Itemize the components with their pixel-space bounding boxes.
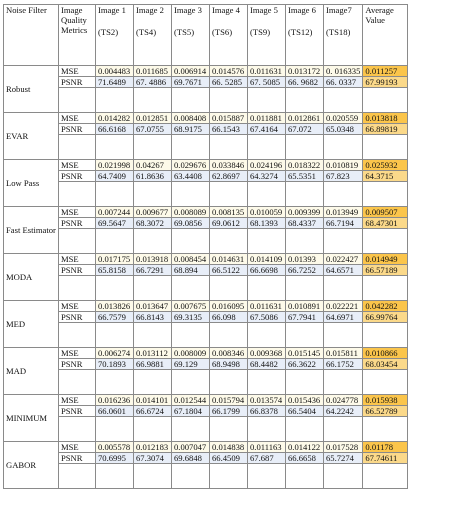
empty-cell (248, 417, 286, 442)
empty-cell (172, 135, 210, 160)
empty-cell (96, 464, 134, 489)
psnr-value-cell: 64.6571 (324, 265, 363, 276)
row-spacer (4, 135, 408, 160)
empty-cell (286, 135, 324, 160)
table-row-psnr (4, 171, 408, 182)
mse-value-cell: 0.008135 (210, 207, 248, 218)
empty-cell (286, 276, 324, 301)
psnr-value-cell: 65.7274 (324, 453, 363, 464)
metric-label-psnr: PSNR (59, 359, 96, 370)
psnr-value-cell: 67.7941 (286, 312, 324, 323)
mse-value-cell: 0.007244 (96, 207, 134, 218)
mse-value-cell: 0.012851 (134, 113, 172, 124)
psnr-value-cell: 66.7291 (134, 265, 172, 276)
psnr-value-cell: 66.7252 (286, 265, 324, 276)
empty-cell (324, 88, 363, 113)
psnr-value-cell: 65.5351 (286, 171, 324, 182)
mse-average-cell: 0.01178 (363, 442, 408, 453)
psnr-value-cell: 66.098 (210, 312, 248, 323)
psnr-value-cell: 66.5404 (286, 406, 324, 417)
empty-cell (286, 182, 324, 207)
psnr-value-cell: 69.7671 (172, 77, 210, 88)
header-image: Image 3 (TS5) (172, 5, 210, 66)
psnr-value-cell: 64.2242 (324, 406, 363, 417)
mse-value-cell: 0.015811 (324, 348, 363, 359)
header-noise-filter: Noise Filter (4, 5, 59, 66)
empty-cell (96, 276, 134, 301)
psnr-value-cell: 69.0612 (210, 218, 248, 229)
mse-value-cell: 0.011631 (248, 301, 286, 312)
psnr-value-cell: 66.1799 (210, 406, 248, 417)
psnr-value-cell: 62.8697 (210, 171, 248, 182)
header-image: Image 5 (TS9) (248, 5, 286, 66)
psnr-average-cell: 66.99764 (363, 312, 408, 323)
psnr-value-cell: 70.6995 (96, 453, 134, 464)
mse-value-cell: 0.007675 (172, 301, 210, 312)
metric-label-mse: MSE (59, 348, 96, 359)
empty-cell (324, 229, 363, 254)
noise-filter-name: Low Pass (4, 160, 59, 207)
header-image: Image 6 (TS12) (286, 5, 324, 66)
empty-cell (59, 182, 96, 207)
empty-cell (134, 229, 172, 254)
psnr-value-cell: 68.9175 (172, 124, 210, 135)
psnr-value-cell: 70.1893 (96, 359, 134, 370)
empty-cell (96, 182, 134, 207)
table-row-mse (4, 207, 408, 218)
mse-value-cell: 0.014109 (248, 254, 286, 265)
psnr-value-cell: 66.7194 (324, 218, 363, 229)
table-row-mse (4, 301, 408, 312)
mse-value-cell: 0.033846 (210, 160, 248, 171)
empty-cell (96, 229, 134, 254)
psnr-value-cell: 66.1543 (210, 124, 248, 135)
table-row-mse (4, 395, 408, 406)
row-spacer (4, 276, 408, 301)
header-metrics: Image Quality Metrics (59, 5, 96, 66)
row-spacer (4, 417, 408, 442)
mse-value-cell: 0.015145 (286, 348, 324, 359)
empty-cell (324, 417, 363, 442)
empty-cell (286, 88, 324, 113)
empty-cell (210, 229, 248, 254)
empty-cell (363, 88, 408, 113)
mse-value-cell: 0.008454 (172, 254, 210, 265)
row-spacer (4, 464, 408, 489)
empty-cell (210, 370, 248, 395)
empty-cell (286, 229, 324, 254)
empty-cell (59, 276, 96, 301)
empty-cell (324, 276, 363, 301)
empty-cell (59, 229, 96, 254)
psnr-value-cell: 66. 0337 (324, 77, 363, 88)
metric-label-psnr: PSNR (59, 265, 96, 276)
empty-cell (248, 182, 286, 207)
metric-label-psnr: PSNR (59, 312, 96, 323)
mse-value-cell: 0.008009 (172, 348, 210, 359)
metric-label-psnr: PSNR (59, 406, 96, 417)
mse-value-cell: 0.011881 (248, 113, 286, 124)
mse-value-cell: 0.009399 (286, 207, 324, 218)
mse-value-cell: 0.024778 (324, 395, 363, 406)
empty-cell (248, 135, 286, 160)
noise-filter-name: MAD (4, 348, 59, 395)
psnr-value-cell: 67. 4886 (134, 77, 172, 88)
mse-value-cell: 0.008408 (172, 113, 210, 124)
mse-value-cell: 0.04267 (134, 160, 172, 171)
psnr-value-cell: 65.8158 (96, 265, 134, 276)
mse-value-cell: 0.014282 (96, 113, 134, 124)
empty-cell (172, 182, 210, 207)
psnr-value-cell: 64.7409 (96, 171, 134, 182)
mse-value-cell: 0.013949 (324, 207, 363, 218)
empty-cell (134, 182, 172, 207)
psnr-average-cell: 66.52789 (363, 406, 408, 417)
empty-cell (210, 182, 248, 207)
psnr-value-cell: 66.6168 (96, 124, 134, 135)
mse-value-cell: 0.021998 (96, 160, 134, 171)
mse-value-cell: 0.018322 (286, 160, 324, 171)
psnr-value-cell: 68.1393 (248, 218, 286, 229)
empty-cell (324, 323, 363, 348)
mse-value-cell: 0.01393 (286, 254, 324, 265)
header-average: Average Value (363, 5, 408, 66)
psnr-value-cell: 67.4164 (248, 124, 286, 135)
psnr-value-cell: 69.129 (172, 359, 210, 370)
metric-label-psnr: PSNR (59, 218, 96, 229)
mse-value-cell: 0.020559 (324, 113, 363, 124)
empty-cell (210, 464, 248, 489)
psnr-value-cell: 67.687 (248, 453, 286, 464)
empty-cell (134, 135, 172, 160)
psnr-value-cell: 69.5647 (96, 218, 134, 229)
empty-cell (324, 182, 363, 207)
empty-cell (210, 417, 248, 442)
mse-value-cell: 0.009677 (134, 207, 172, 218)
mse-value-cell: 0.005578 (96, 442, 134, 453)
table-row-mse (4, 254, 408, 265)
table-row-mse (4, 66, 408, 77)
mse-value-cell: 0.014122 (286, 442, 324, 453)
empty-cell (363, 182, 408, 207)
psnr-value-cell: 69.0856 (172, 218, 210, 229)
noise-filter-name: Robust (4, 66, 59, 113)
mse-value-cell: 0.013918 (134, 254, 172, 265)
metric-label-mse: MSE (59, 301, 96, 312)
table-row-psnr (4, 218, 408, 229)
mse-value-cell: 0.012183 (134, 442, 172, 453)
mse-value-cell: 0.010891 (286, 301, 324, 312)
empty-cell (172, 417, 210, 442)
mse-value-cell: 0.014631 (210, 254, 248, 265)
table-row-psnr (4, 77, 408, 88)
empty-cell (286, 464, 324, 489)
table-row-mse (4, 113, 408, 124)
empty-cell (59, 370, 96, 395)
psnr-value-cell: 67.823 (324, 171, 363, 182)
empty-cell (172, 229, 210, 254)
empty-cell (96, 323, 134, 348)
mse-value-cell: 0.008346 (210, 348, 248, 359)
mse-value-cell: 0.013574 (248, 395, 286, 406)
empty-cell (324, 464, 363, 489)
metric-label-psnr: PSNR (59, 171, 96, 182)
noise-filter-name: Fast Estimator (4, 207, 59, 254)
header-image: Image7 (TS18) (324, 5, 363, 66)
noise-filter-name: MED (4, 301, 59, 348)
metric-label-mse: MSE (59, 395, 96, 406)
mse-value-cell: 0.017528 (324, 442, 363, 453)
empty-cell (172, 88, 210, 113)
mse-average-cell: 0.042282 (363, 301, 408, 312)
mse-value-cell: 0.014576 (210, 66, 248, 77)
empty-cell (172, 276, 210, 301)
empty-cell (59, 323, 96, 348)
psnr-value-cell: 66.4509 (210, 453, 248, 464)
psnr-value-cell: 67.1804 (172, 406, 210, 417)
metric-label-mse: MSE (59, 66, 96, 77)
mse-value-cell: 0.006274 (96, 348, 134, 359)
header-image: Image 2 (TS4) (134, 5, 172, 66)
empty-cell (59, 135, 96, 160)
empty-cell (96, 417, 134, 442)
empty-cell (96, 88, 134, 113)
table-row-psnr (4, 359, 408, 370)
psnr-value-cell: 68.9498 (210, 359, 248, 370)
mse-average-cell: 0.025932 (363, 160, 408, 171)
metric-label-psnr: PSNR (59, 77, 96, 88)
psnr-value-cell: 66.6698 (248, 265, 286, 276)
noise-filter-name: GABOR (4, 442, 59, 489)
empty-cell (248, 88, 286, 113)
table-row-psnr (4, 124, 408, 135)
mse-value-cell: 0.012861 (286, 113, 324, 124)
results-table-container (3, 4, 408, 489)
empty-cell (210, 88, 248, 113)
mse-value-cell: 0.004483 (96, 66, 134, 77)
row-spacer (4, 182, 408, 207)
empty-cell (248, 229, 286, 254)
mse-value-cell: 0.017175 (96, 254, 134, 265)
mse-value-cell: 0.014838 (210, 442, 248, 453)
mse-value-cell: 0.022427 (324, 254, 363, 265)
mse-average-cell: 0.011257 (363, 66, 408, 77)
empty-cell (96, 135, 134, 160)
mse-value-cell: 0.016095 (210, 301, 248, 312)
empty-cell (134, 370, 172, 395)
header-image: Image 1 (TS2) (96, 5, 134, 66)
psnr-value-cell: 66.5122 (210, 265, 248, 276)
empty-cell (172, 370, 210, 395)
psnr-value-cell: 66.6724 (134, 406, 172, 417)
table-header (4, 5, 408, 66)
empty-cell (363, 323, 408, 348)
mse-value-cell: 0.006914 (172, 66, 210, 77)
empty-cell (248, 370, 286, 395)
psnr-value-cell: 67.0755 (134, 124, 172, 135)
row-spacer (4, 88, 408, 113)
table-row-mse (4, 348, 408, 359)
empty-cell (363, 276, 408, 301)
mse-value-cell: 0.024196 (248, 160, 286, 171)
psnr-value-cell: 66.7579 (96, 312, 134, 323)
mse-value-cell: 0.009368 (248, 348, 286, 359)
mse-value-cell: 0.015794 (210, 395, 248, 406)
empty-cell (363, 135, 408, 160)
psnr-value-cell: 66.0601 (96, 406, 134, 417)
mse-value-cell: 0.007047 (172, 442, 210, 453)
psnr-value-cell: 68.894 (172, 265, 210, 276)
mse-value-cell: 0.010819 (324, 160, 363, 171)
psnr-value-cell: 67.5086 (248, 312, 286, 323)
empty-cell (210, 135, 248, 160)
noise-filter-name: EVAR (4, 113, 59, 160)
noise-filter-name: MODA (4, 254, 59, 301)
psnr-value-cell: 69.6848 (172, 453, 210, 464)
table-row-psnr (4, 265, 408, 276)
mse-value-cell: 0.013826 (96, 301, 134, 312)
empty-cell (59, 88, 96, 113)
row-spacer (4, 370, 408, 395)
psnr-value-cell: 64.6971 (324, 312, 363, 323)
mse-average-cell: 0.014949 (363, 254, 408, 265)
empty-cell (134, 88, 172, 113)
psnr-value-cell: 68.4337 (286, 218, 324, 229)
psnr-average-cell: 68.47301 (363, 218, 408, 229)
mse-value-cell: 0.013172 (286, 66, 324, 77)
metric-label-mse: MSE (59, 254, 96, 265)
psnr-value-cell: 66.3622 (286, 359, 324, 370)
psnr-value-cell: 67.072 (286, 124, 324, 135)
mse-value-cell: 0.016236 (96, 395, 134, 406)
psnr-average-cell: 67.99193 (363, 77, 408, 88)
empty-cell (134, 276, 172, 301)
row-spacer (4, 323, 408, 348)
psnr-average-cell: 66.89819 (363, 124, 408, 135)
mse-average-cell: 0.013818 (363, 113, 408, 124)
empty-cell (134, 464, 172, 489)
mse-value-cell: 0.011685 (134, 66, 172, 77)
psnr-value-cell: 67.3074 (134, 453, 172, 464)
empty-cell (363, 417, 408, 442)
empty-cell (324, 370, 363, 395)
mse-value-cell: 0.015436 (286, 395, 324, 406)
psnr-value-cell: 66.1752 (324, 359, 363, 370)
noise-filter-results-table (3, 4, 408, 489)
psnr-value-cell: 65.0348 (324, 124, 363, 135)
empty-cell (210, 323, 248, 348)
metric-label-mse: MSE (59, 442, 96, 453)
mse-value-cell: 0.014101 (134, 395, 172, 406)
empty-cell (363, 464, 408, 489)
empty-cell (134, 323, 172, 348)
psnr-average-cell: 67.74611 (363, 453, 408, 464)
psnr-value-cell: 61.8636 (134, 171, 172, 182)
metric-label-psnr: PSNR (59, 453, 96, 464)
mse-value-cell: 0.011631 (248, 66, 286, 77)
empty-cell (286, 370, 324, 395)
table-row-mse (4, 442, 408, 453)
empty-cell (59, 464, 96, 489)
mse-value-cell: 0.012544 (172, 395, 210, 406)
mse-value-cell: 0.029676 (172, 160, 210, 171)
psnr-value-cell: 66.6658 (286, 453, 324, 464)
psnr-value-cell: 71.6489 (96, 77, 134, 88)
empty-cell (248, 323, 286, 348)
header-image: Image 4 (TS6) (210, 5, 248, 66)
empty-cell (96, 370, 134, 395)
mse-value-cell: 0.015887 (210, 113, 248, 124)
table-row-psnr (4, 312, 408, 323)
psnr-value-cell: 67. 5085 (248, 77, 286, 88)
metric-label-mse: MSE (59, 160, 96, 171)
mse-value-cell: 0.008089 (172, 207, 210, 218)
mse-value-cell: 0.013112 (134, 348, 172, 359)
mse-average-cell: 0.010866 (363, 348, 408, 359)
row-spacer (4, 229, 408, 254)
empty-cell (210, 276, 248, 301)
empty-cell (286, 323, 324, 348)
empty-cell (172, 464, 210, 489)
empty-cell (324, 135, 363, 160)
mse-average-cell: 0.015938 (363, 395, 408, 406)
metric-label-psnr: PSNR (59, 124, 96, 135)
empty-cell (286, 417, 324, 442)
empty-cell (134, 417, 172, 442)
empty-cell (363, 370, 408, 395)
mse-value-cell: 0.011163 (248, 442, 286, 453)
table-row-mse (4, 160, 408, 171)
empty-cell (248, 276, 286, 301)
psnr-value-cell: 68.4482 (248, 359, 286, 370)
psnr-value-cell: 68.3072 (134, 218, 172, 229)
psnr-average-cell: 68.03454 (363, 359, 408, 370)
mse-value-cell: 0. 016335 (324, 66, 363, 77)
noise-filter-name: MINIMUM (4, 395, 59, 442)
psnr-average-cell: 66.57189 (363, 265, 408, 276)
metric-label-mse: MSE (59, 207, 96, 218)
psnr-value-cell: 66.9881 (134, 359, 172, 370)
psnr-average-cell: 64.3715 (363, 171, 408, 182)
table-row-psnr (4, 453, 408, 464)
mse-value-cell: 0.010059 (248, 207, 286, 218)
mse-average-cell: 0.009507 (363, 207, 408, 218)
table-row-psnr (4, 406, 408, 417)
psnr-value-cell: 66. 9682 (286, 77, 324, 88)
psnr-value-cell: 69.3135 (172, 312, 210, 323)
psnr-value-cell: 66.8378 (248, 406, 286, 417)
table-body (4, 66, 408, 489)
empty-cell (248, 464, 286, 489)
psnr-value-cell: 66.8143 (134, 312, 172, 323)
mse-value-cell: 0.013647 (134, 301, 172, 312)
mse-value-cell: 0.022221 (324, 301, 363, 312)
psnr-value-cell: 63.4408 (172, 171, 210, 182)
metric-label-mse: MSE (59, 113, 96, 124)
empty-cell (59, 417, 96, 442)
empty-cell (363, 229, 408, 254)
psnr-value-cell: 64.3274 (248, 171, 286, 182)
psnr-value-cell: 66. 5285 (210, 77, 248, 88)
empty-cell (172, 323, 210, 348)
